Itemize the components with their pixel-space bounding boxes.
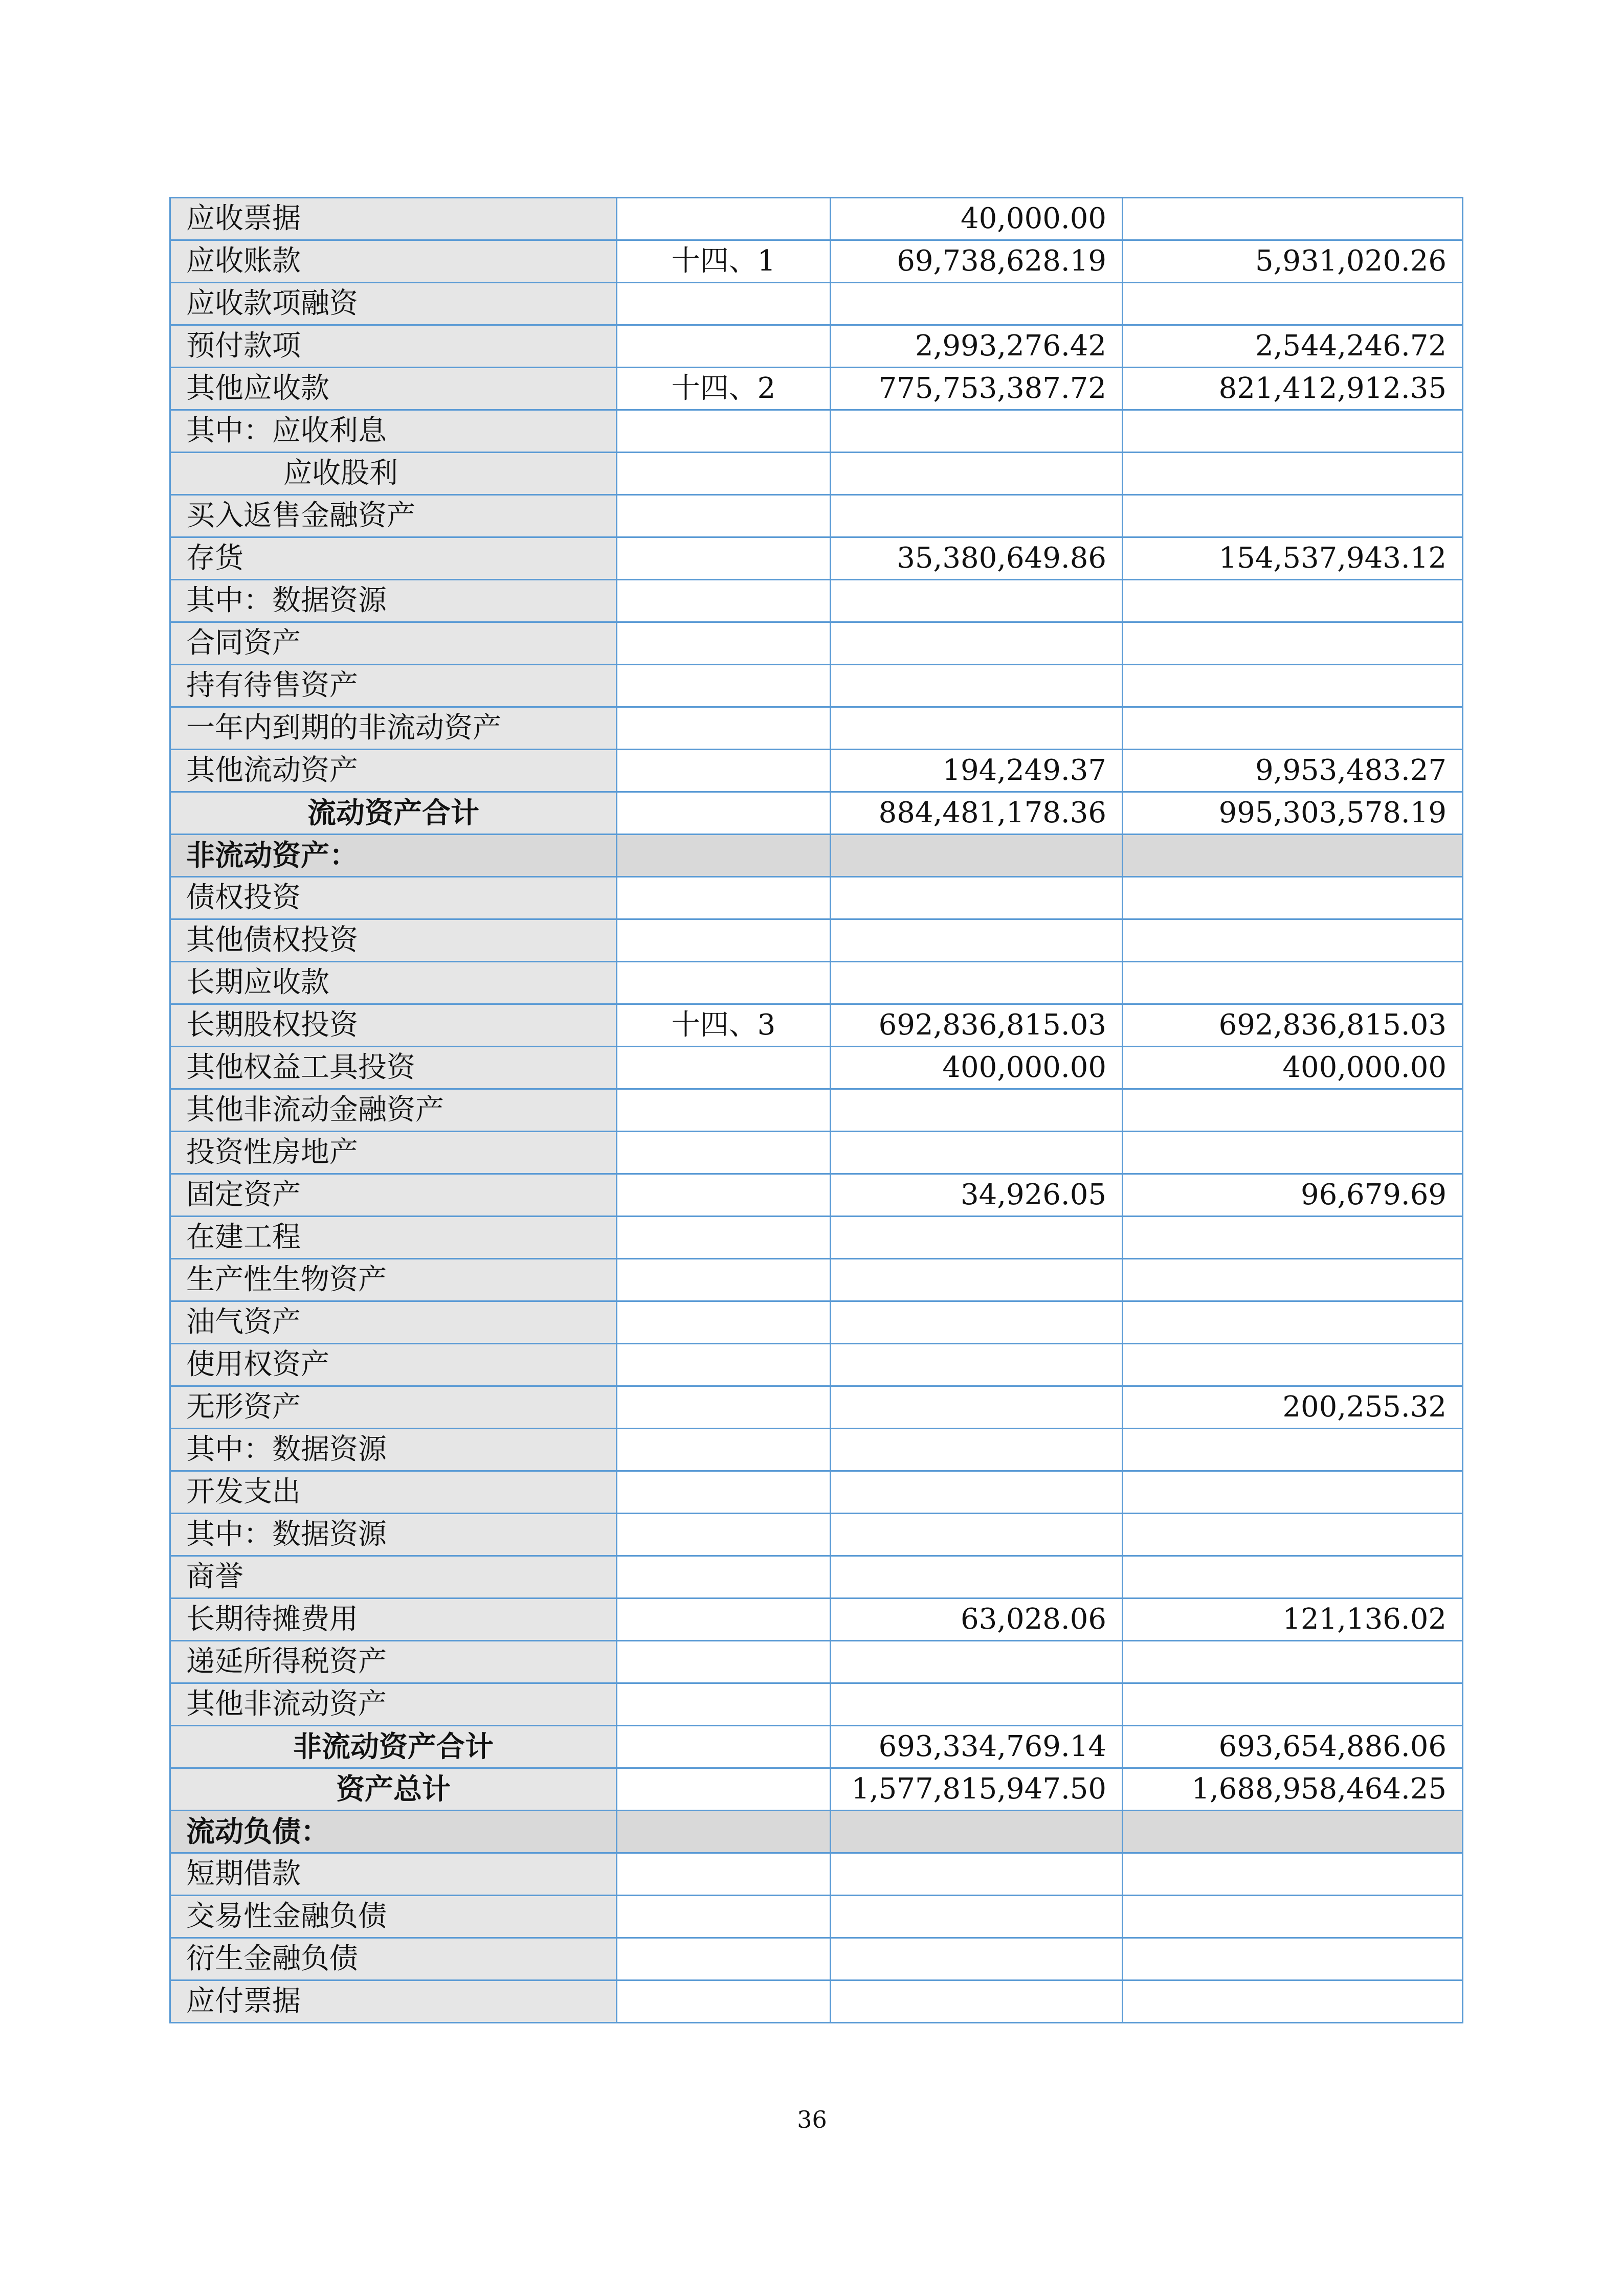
table-row: [170, 1132, 1463, 1174]
current-amount-cell: [831, 1853, 1123, 1896]
note-cell: 十四、1: [617, 240, 831, 283]
prior-amount-cell: [1123, 919, 1463, 962]
note-cell: [617, 1514, 831, 1556]
prior-amount-cell: [1123, 962, 1463, 1004]
item-cell: 长期待摊费用: [170, 1599, 617, 1641]
table-row: [170, 1259, 1463, 1301]
item-cell: 固定资产: [170, 1174, 617, 1217]
prior-amount-cell: 96,679.69: [1123, 1174, 1463, 1217]
current-amount-cell: 1,577,815,947.50: [831, 1768, 1123, 1811]
current-amount-cell: 693,334,769.14: [831, 1726, 1123, 1768]
prior-amount-cell: [1123, 1217, 1463, 1259]
prior-amount-cell: [1123, 1514, 1463, 1556]
item-cell: 其中：应收利息: [170, 410, 617, 453]
current-amount-cell: [831, 835, 1123, 877]
note-cell: [617, 1599, 831, 1641]
note-cell: [617, 283, 831, 325]
note-cell: [617, 1683, 831, 1726]
prior-amount-cell: [1123, 580, 1463, 622]
note-cell: [617, 1896, 831, 1938]
note-cell: [617, 1980, 831, 2023]
prior-amount-cell: [1123, 453, 1463, 495]
prior-amount-cell: [1123, 1132, 1463, 1174]
current-amount-cell: [831, 1471, 1123, 1514]
item-cell: 长期应收款: [170, 962, 617, 1004]
table-row: [170, 1344, 1463, 1386]
table-row: [170, 1217, 1463, 1259]
prior-amount-cell: [1123, 1641, 1463, 1683]
balance-sheet-body: [170, 198, 1463, 2023]
prior-amount-cell: [1123, 410, 1463, 453]
item-cell: 油气资产: [170, 1301, 617, 1344]
item-cell: 商誉: [170, 1556, 617, 1599]
item-cell: 非流动资产合计: [170, 1726, 617, 1768]
item-cell: 短期借款: [170, 1853, 617, 1896]
current-amount-cell: 63,028.06: [831, 1599, 1123, 1641]
item-cell: 应收股利: [170, 453, 617, 495]
note-cell: [617, 750, 831, 792]
note-cell: [617, 1938, 831, 1980]
note-cell: [617, 919, 831, 962]
current-amount-cell: [831, 495, 1123, 537]
current-amount-cell: 35,380,649.86: [831, 537, 1123, 580]
table-row: [170, 1174, 1463, 1217]
note-cell: [617, 1471, 831, 1514]
note-cell: [617, 537, 831, 580]
item-cell: 其中：数据资源: [170, 1514, 617, 1556]
table-row: [170, 835, 1463, 877]
note-cell: [617, 325, 831, 368]
current-amount-cell: [831, 962, 1123, 1004]
item-cell: 使用权资产: [170, 1344, 617, 1386]
current-amount-cell: 34,926.05: [831, 1174, 1123, 1217]
item-cell: 开发支出: [170, 1471, 617, 1514]
table-row: [170, 962, 1463, 1004]
item-cell: 其他应收款: [170, 368, 617, 410]
note-cell: [617, 1047, 831, 1089]
current-amount-cell: [831, 1132, 1123, 1174]
note-cell: [617, 1726, 831, 1768]
note-cell: [617, 1174, 831, 1217]
current-amount-cell: 692,836,815.03: [831, 1004, 1123, 1047]
current-amount-cell: [831, 1301, 1123, 1344]
item-cell: 其他权益工具投资: [170, 1047, 617, 1089]
prior-amount-cell: 2,544,246.72: [1123, 325, 1463, 368]
prior-amount-cell: [1123, 1938, 1463, 1980]
table-row: [170, 622, 1463, 665]
table-row: [170, 1726, 1463, 1768]
prior-amount-cell: [1123, 1980, 1463, 2023]
item-cell: 非流动资产：: [170, 835, 617, 877]
prior-amount-cell: 154,537,943.12: [1123, 537, 1463, 580]
note-cell: 十四、2: [617, 368, 831, 410]
item-cell: 流动负债：: [170, 1811, 617, 1853]
note-cell: [617, 962, 831, 1004]
item-cell: 存货: [170, 537, 617, 580]
item-cell: 资产总计: [170, 1768, 617, 1811]
current-amount-cell: [831, 1938, 1123, 1980]
note-cell: [617, 453, 831, 495]
prior-amount-cell: 200,255.32: [1123, 1386, 1463, 1429]
table-row: [170, 368, 1463, 410]
item-cell: 债权投资: [170, 877, 617, 919]
item-cell: 投资性房地产: [170, 1132, 617, 1174]
note-cell: [617, 1429, 831, 1471]
table-row: [170, 1047, 1463, 1089]
table-row: [170, 283, 1463, 325]
note-cell: [617, 495, 831, 537]
item-cell: 一年内到期的非流动资产: [170, 707, 617, 750]
table-row: [170, 792, 1463, 835]
note-cell: [617, 1301, 831, 1344]
item-cell: 合同资产: [170, 622, 617, 665]
prior-amount-cell: [1123, 1301, 1463, 1344]
current-amount-cell: [831, 453, 1123, 495]
table-row: [170, 1641, 1463, 1683]
prior-amount-cell: 1,688,958,464.25: [1123, 1768, 1463, 1811]
table-row: [170, 750, 1463, 792]
current-amount-cell: [831, 1217, 1123, 1259]
prior-amount-cell: [1123, 283, 1463, 325]
item-cell: 流动资产合计: [170, 792, 617, 835]
prior-amount-cell: [1123, 1259, 1463, 1301]
current-amount-cell: 2,993,276.42: [831, 325, 1123, 368]
prior-amount-cell: [1123, 1683, 1463, 1726]
current-amount-cell: [831, 919, 1123, 962]
note-cell: [617, 1556, 831, 1599]
current-amount-cell: [831, 1089, 1123, 1132]
table-row: [170, 1811, 1463, 1853]
table-row: [170, 1471, 1463, 1514]
item-cell: 其他非流动金融资产: [170, 1089, 617, 1132]
current-amount-cell: [831, 1514, 1123, 1556]
note-cell: [617, 877, 831, 919]
table-row: [170, 877, 1463, 919]
table-row: [170, 495, 1463, 537]
item-cell: 应付票据: [170, 1980, 617, 2023]
current-amount-cell: [831, 877, 1123, 919]
item-cell: 应收票据: [170, 198, 617, 240]
current-amount-cell: [831, 1556, 1123, 1599]
current-amount-cell: [831, 410, 1123, 453]
prior-amount-cell: [1123, 495, 1463, 537]
table-row: [170, 919, 1463, 962]
note-cell: [617, 1259, 831, 1301]
table-row: [170, 665, 1463, 707]
item-cell: 在建工程: [170, 1217, 617, 1259]
table-row: [170, 1089, 1463, 1132]
table-row: [170, 1853, 1463, 1896]
prior-amount-cell: 400,000.00: [1123, 1047, 1463, 1089]
table-row: [170, 1301, 1463, 1344]
item-cell: 其他流动资产: [170, 750, 617, 792]
table-row: [170, 580, 1463, 622]
item-cell: 递延所得税资产: [170, 1641, 617, 1683]
table-row: [170, 1429, 1463, 1471]
current-amount-cell: [831, 622, 1123, 665]
item-cell: 预付款项: [170, 325, 617, 368]
item-cell: 其他非流动资产: [170, 1683, 617, 1726]
current-amount-cell: 775,753,387.72: [831, 368, 1123, 410]
table-row: [170, 707, 1463, 750]
prior-amount-cell: 821,412,912.35: [1123, 368, 1463, 410]
prior-amount-cell: [1123, 1429, 1463, 1471]
item-cell: 长期股权投资: [170, 1004, 617, 1047]
current-amount-cell: [831, 1980, 1123, 2023]
current-amount-cell: [831, 283, 1123, 325]
note-cell: [617, 580, 831, 622]
item-cell: 买入返售金融资产: [170, 495, 617, 537]
note-cell: [617, 1217, 831, 1259]
prior-amount-cell: [1123, 198, 1463, 240]
current-amount-cell: [831, 1641, 1123, 1683]
current-amount-cell: [831, 1429, 1123, 1471]
table-row: [170, 537, 1463, 580]
prior-amount-cell: 9,953,483.27: [1123, 750, 1463, 792]
table-row: [170, 1768, 1463, 1811]
page-number: 36: [797, 2106, 827, 2133]
table-row: [170, 1896, 1463, 1938]
table-row: [170, 1004, 1463, 1047]
current-amount-cell: [831, 707, 1123, 750]
prior-amount-cell: [1123, 1896, 1463, 1938]
item-cell: 持有待售资产: [170, 665, 617, 707]
note-cell: [617, 1811, 831, 1853]
prior-amount-cell: [1123, 1089, 1463, 1132]
prior-amount-cell: 692,836,815.03: [1123, 1004, 1463, 1047]
current-amount-cell: 69,738,628.19: [831, 240, 1123, 283]
current-amount-cell: [831, 580, 1123, 622]
table-row: [170, 410, 1463, 453]
current-amount-cell: 400,000.00: [831, 1047, 1123, 1089]
table-row: [170, 1514, 1463, 1556]
prior-amount-cell: [1123, 665, 1463, 707]
note-cell: [617, 1641, 831, 1683]
current-amount-cell: [831, 1344, 1123, 1386]
note-cell: [617, 665, 831, 707]
prior-amount-cell: [1123, 1471, 1463, 1514]
note-cell: [617, 792, 831, 835]
current-amount-cell: [831, 1811, 1123, 1853]
prior-amount-cell: 5,931,020.26: [1123, 240, 1463, 283]
current-amount-cell: 884,481,178.36: [831, 792, 1123, 835]
note-cell: [617, 835, 831, 877]
note-cell: [617, 1386, 831, 1429]
table-row: [170, 325, 1463, 368]
item-cell: 其中：数据资源: [170, 1429, 617, 1471]
prior-amount-cell: [1123, 1811, 1463, 1853]
item-cell: 交易性金融负债: [170, 1896, 617, 1938]
prior-amount-cell: [1123, 835, 1463, 877]
prior-amount-cell: 693,654,886.06: [1123, 1726, 1463, 1768]
note-cell: [617, 1768, 831, 1811]
item-cell: 其他债权投资: [170, 919, 617, 962]
current-amount-cell: [831, 1259, 1123, 1301]
table-row: [170, 1556, 1463, 1599]
table-row: [170, 1938, 1463, 1980]
table-row: [170, 1599, 1463, 1641]
note-cell: [617, 1344, 831, 1386]
item-cell: 衍生金融负债: [170, 1938, 617, 1980]
note-cell: 十四、3: [617, 1004, 831, 1047]
item-cell: 无形资产: [170, 1386, 617, 1429]
note-cell: [617, 622, 831, 665]
prior-amount-cell: [1123, 1853, 1463, 1896]
table-row: [170, 453, 1463, 495]
table-row: [170, 240, 1463, 283]
prior-amount-cell: [1123, 707, 1463, 750]
note-cell: [617, 1089, 831, 1132]
note-cell: [617, 1853, 831, 1896]
item-cell: 应收账款: [170, 240, 617, 283]
table-row: [170, 1980, 1463, 2023]
current-amount-cell: [831, 665, 1123, 707]
table-row: [170, 1386, 1463, 1429]
current-amount-cell: 194,249.37: [831, 750, 1123, 792]
prior-amount-cell: [1123, 877, 1463, 919]
note-cell: [617, 410, 831, 453]
note-cell: [617, 707, 831, 750]
prior-amount-cell: [1123, 622, 1463, 665]
prior-amount-cell: [1123, 1344, 1463, 1386]
current-amount-cell: [831, 1683, 1123, 1726]
table-row: [170, 198, 1463, 240]
table-row: [170, 1683, 1463, 1726]
current-amount-cell: 40,000.00: [831, 198, 1123, 240]
balance-sheet-table: [169, 197, 1463, 2023]
prior-amount-cell: 995,303,578.19: [1123, 792, 1463, 835]
item-cell: 其中：数据资源: [170, 580, 617, 622]
item-cell: 生产性生物资产: [170, 1259, 617, 1301]
item-cell: 应收款项融资: [170, 283, 617, 325]
prior-amount-cell: [1123, 1556, 1463, 1599]
prior-amount-cell: 121,136.02: [1123, 1599, 1463, 1641]
current-amount-cell: [831, 1896, 1123, 1938]
note-cell: [617, 198, 831, 240]
current-amount-cell: [831, 1386, 1123, 1429]
note-cell: [617, 1132, 831, 1174]
